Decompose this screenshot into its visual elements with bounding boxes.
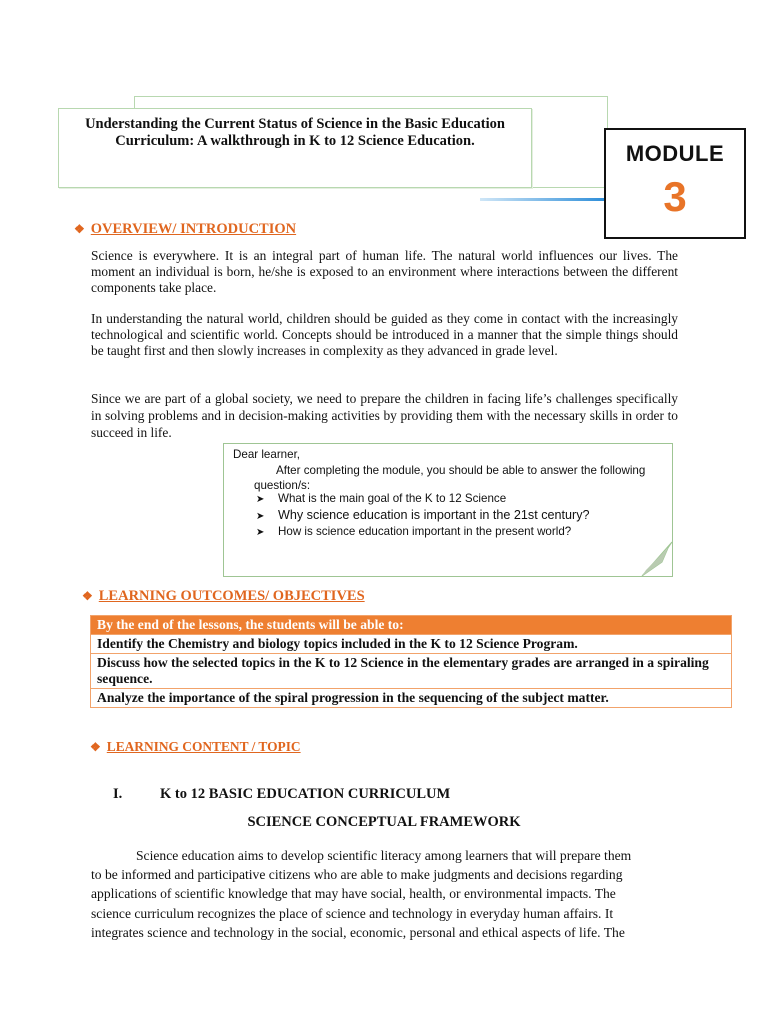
note-intro: After completing the module, you should be able to answer the following question/s: <box>254 464 646 492</box>
section-number: I. <box>113 786 123 802</box>
content-line-2: to be informed and participative citizens who are able to make judgments and decisions regarding <box>91 867 623 883</box>
arrow-bullet-icon: ➤ <box>256 494 265 505</box>
diamond-bullet-icon: ❖ <box>90 740 101 754</box>
note-question-1-text: What is the main goal of the K to 12 Science <box>278 492 507 505</box>
note-question-3 <box>256 525 571 538</box>
overview-paragraph-2: In understanding the natural world, children should be guided as they come in contact with the increasingly technological and scientific world. Concepts should be introduced in a manner that the simple things should be taught first and then slowly increases in complexity as they advanced in grade level. <box>91 311 678 358</box>
content-line-3: applications of scientific knowledge that may have social, health, or environmental impacts. The <box>91 886 616 902</box>
section-title: K to 12 BASIC EDUCATION CURRICULUM <box>160 786 451 802</box>
page-title-line-1: Understanding the Current Status of Science in the Basic Education <box>85 116 505 132</box>
table-row <box>91 635 732 654</box>
content-heading <box>90 739 301 755</box>
section-subtitle: SCIENCE CONCEPTUAL FRAMEWORK <box>247 814 521 830</box>
overview-paragraph-3: Since we are part of a global society, we need to prepare the children in facing life’s challenges specifically in solving problems and in decision-making activities by providing them with the necessary skills in order to succeed in life. <box>91 391 678 440</box>
module-number: 3 <box>663 173 687 220</box>
arrow-bullet-icon: ➤ <box>256 527 265 538</box>
objective-item-3: Analyze the importance of the spiral progression in the sequencing of the subject matter. <box>91 689 732 708</box>
note-question-1 <box>256 492 506 505</box>
objectives-table-header-cell: By the end of the lessons, the students will be able to: <box>91 616 732 635</box>
diamond-bullet-icon: ❖ <box>74 222 85 236</box>
page-title <box>60 116 530 150</box>
content-paragraph <box>91 846 678 942</box>
objectives-heading <box>82 588 365 605</box>
note-question-3-text: How is science education important in the present world? <box>278 525 572 538</box>
objectives-table-header <box>91 616 732 635</box>
page-curl-icon <box>638 540 672 576</box>
note-question-2-text: Why science education is important in the 21st century? <box>278 508 590 522</box>
content-line-1: Science education aims to develop scientific literacy among learners that will prepare them <box>136 848 632 863</box>
content-line-5: integrates science and technology in the social, economic, personal and ethical aspects of life. The <box>91 924 625 940</box>
module-badge <box>604 128 746 239</box>
note-greeting: Dear learner, <box>233 448 301 461</box>
objective-item-1: Identify the Chemistry and biology topics included in the K to 12 Science Program. <box>91 635 732 654</box>
learner-note <box>223 443 673 577</box>
table-row <box>91 689 732 708</box>
diamond-bullet-icon: ❖ <box>82 589 93 603</box>
overview-paragraph-1: Science is everywhere. It is an integral part of human life. The natural world influences our lives. The moment an individual is born, he/she is exposed to an environment where interactions between the different components take place. <box>91 248 678 295</box>
page-title-line-2: Curriculum: A walkthrough in K to 12 Science Education. <box>115 133 475 149</box>
module-label: MODULE <box>625 141 725 166</box>
objective-item-2: Discuss how the selected topics in the K to 12 Science in the elementary grades are arranged in a spiraling sequence. <box>91 654 732 689</box>
table-row <box>91 654 732 689</box>
objectives-heading-text: LEARNING OUTCOMES/ OBJECTIVES <box>98 588 365 604</box>
decorative-blue-line <box>480 198 616 201</box>
objectives-table <box>90 615 732 708</box>
overview-heading <box>74 221 296 238</box>
content-line-4: science curriculum recognizes the place of science and technology in everyday human affairs. It <box>91 905 614 921</box>
arrow-bullet-icon: ➤ <box>256 511 265 522</box>
note-question-2 <box>256 508 590 522</box>
overview-heading-text: OVERVIEW/ INTRODUCTION <box>90 221 297 237</box>
content-heading-text: LEARNING CONTENT / TOPIC <box>106 739 301 754</box>
